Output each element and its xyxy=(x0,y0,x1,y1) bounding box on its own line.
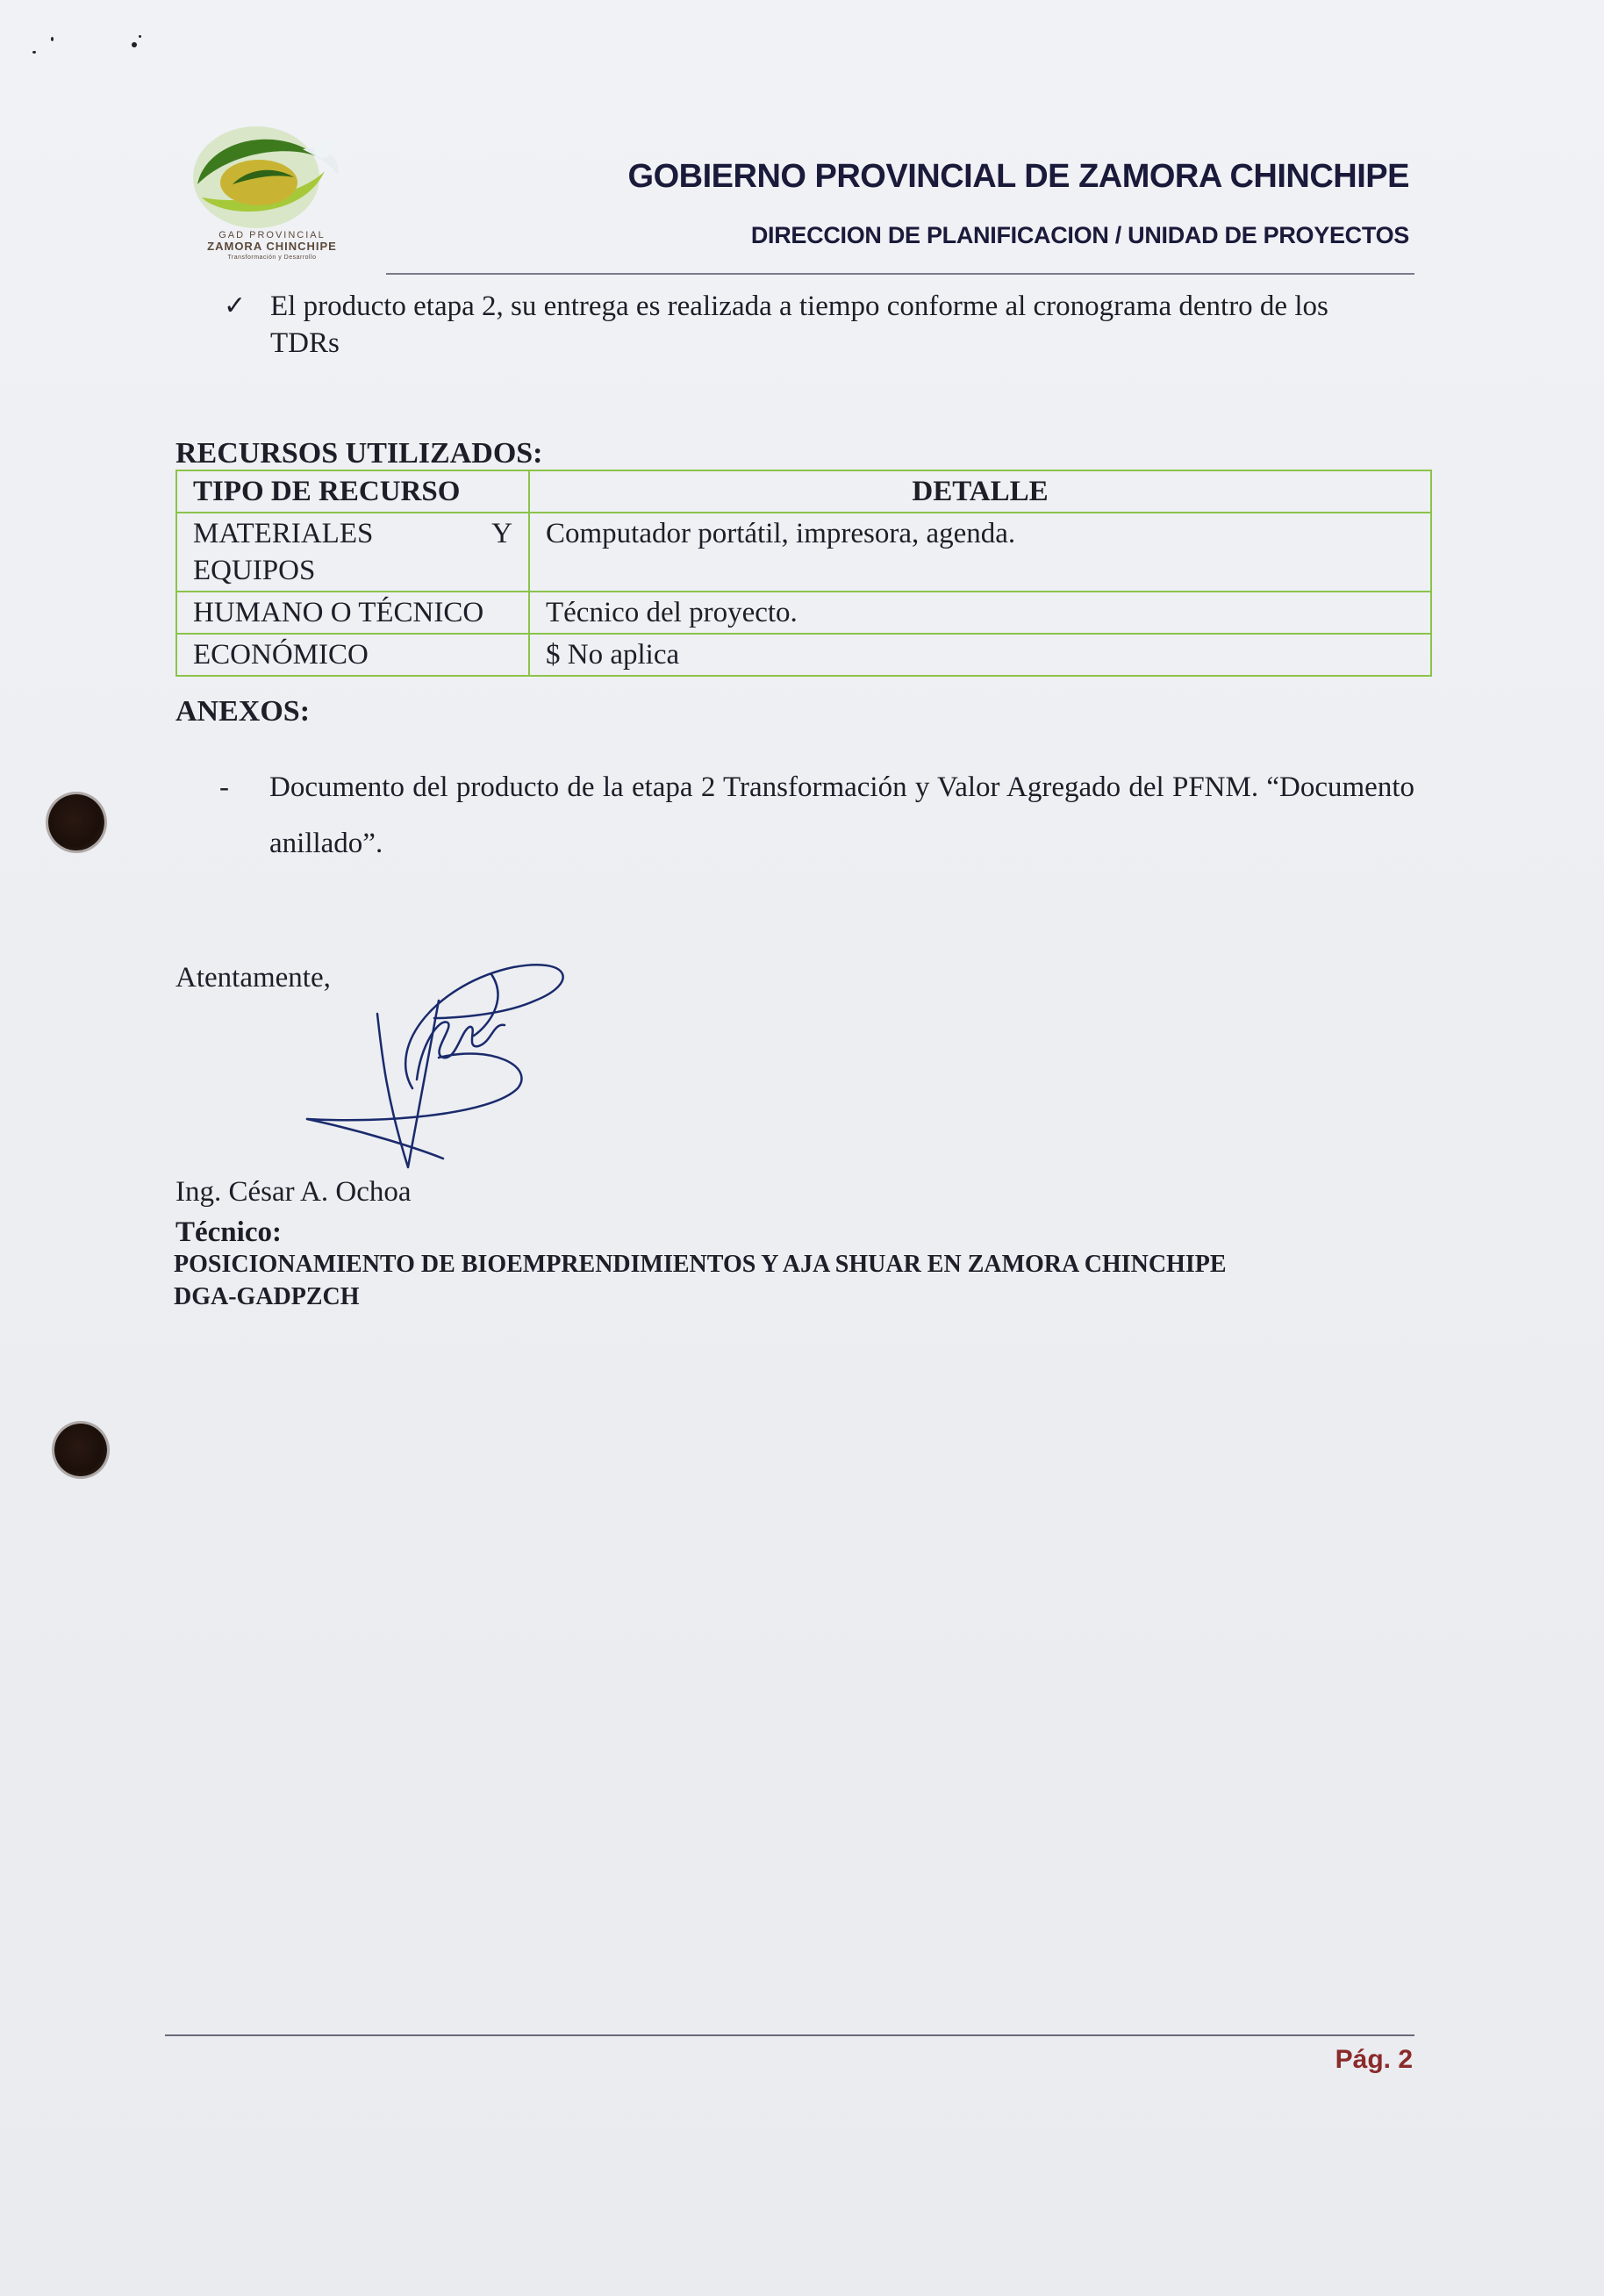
annex-text: Documento del producto de la etapa 2 Transformación y Valor Agregado del PFNM. “Documento anillado”. xyxy=(269,771,1414,859)
resource-detail-cell: $ No aplica xyxy=(529,634,1431,676)
signer-name: Ing. César A. Ochoa xyxy=(175,1176,412,1208)
column-header-detail: DETALLE xyxy=(529,470,1431,513)
gad-zamora-logo xyxy=(171,123,373,263)
check-mark-icon: ✓ xyxy=(224,291,247,321)
logo-emblem-icon xyxy=(171,123,373,233)
page-number: Pág. 2 xyxy=(1335,2045,1413,2074)
table-row xyxy=(176,592,1431,634)
table-header-row xyxy=(176,470,1431,513)
signer-unit: DGA-GADPZCH xyxy=(174,1283,360,1310)
annexes-heading: ANEXOS: xyxy=(175,695,311,728)
logo-text-zamora: ZAMORA CHINCHIPE xyxy=(207,240,337,253)
punch-hole-bottom xyxy=(54,1424,107,1476)
column-header-type: TIPO DE RECURSO xyxy=(176,470,529,513)
closing-salutation: Atentamente, xyxy=(175,962,331,994)
resource-type-cell: HUMANO O TÉCNICO xyxy=(176,592,529,634)
resource-type-cell: ECONÓMICO xyxy=(176,634,529,676)
logo-text-tagline: Transformación y Desarrollo xyxy=(227,255,317,261)
footer-divider xyxy=(165,2034,1414,2036)
table-row xyxy=(176,513,1431,592)
resource-type-cell: MATERIALES Y EQUIPOS xyxy=(176,513,529,592)
signer-project: POSICIONAMIENTO DE BIOEMPRENDIMIENTOS Y AJA SHUAR EN ZAMORA CHINCHIPE xyxy=(174,1251,1227,1278)
logo-text-gad: GAD PROVINCIAL xyxy=(218,230,326,240)
header-divider xyxy=(386,273,1414,275)
resources-heading: RECURSOS UTILIZADOS: xyxy=(175,437,543,470)
list-bullet: - xyxy=(219,771,229,803)
resources-table xyxy=(175,470,1432,677)
punch-hole-top xyxy=(48,794,104,850)
header-title: GOBIERNO PROVINCIAL DE ZAMORA CHINCHIPE xyxy=(627,158,1409,195)
resource-detail-cell: Técnico del proyecto. xyxy=(529,592,1431,634)
resource-detail-cell: Computador portátil, impresora, agenda. xyxy=(529,513,1431,592)
handwritten-signature xyxy=(290,948,605,1176)
signer-role: Técnico: xyxy=(175,1216,282,1248)
header-subtitle: DIRECCION DE PLANIFICACION / UNIDAD DE PROYECTOS xyxy=(750,222,1409,248)
table-row xyxy=(176,634,1431,676)
check-item-text: El producto etapa 2, su entrega es realizada a tiempo conforme al cronograma dentro de los TDRs xyxy=(270,291,1328,359)
